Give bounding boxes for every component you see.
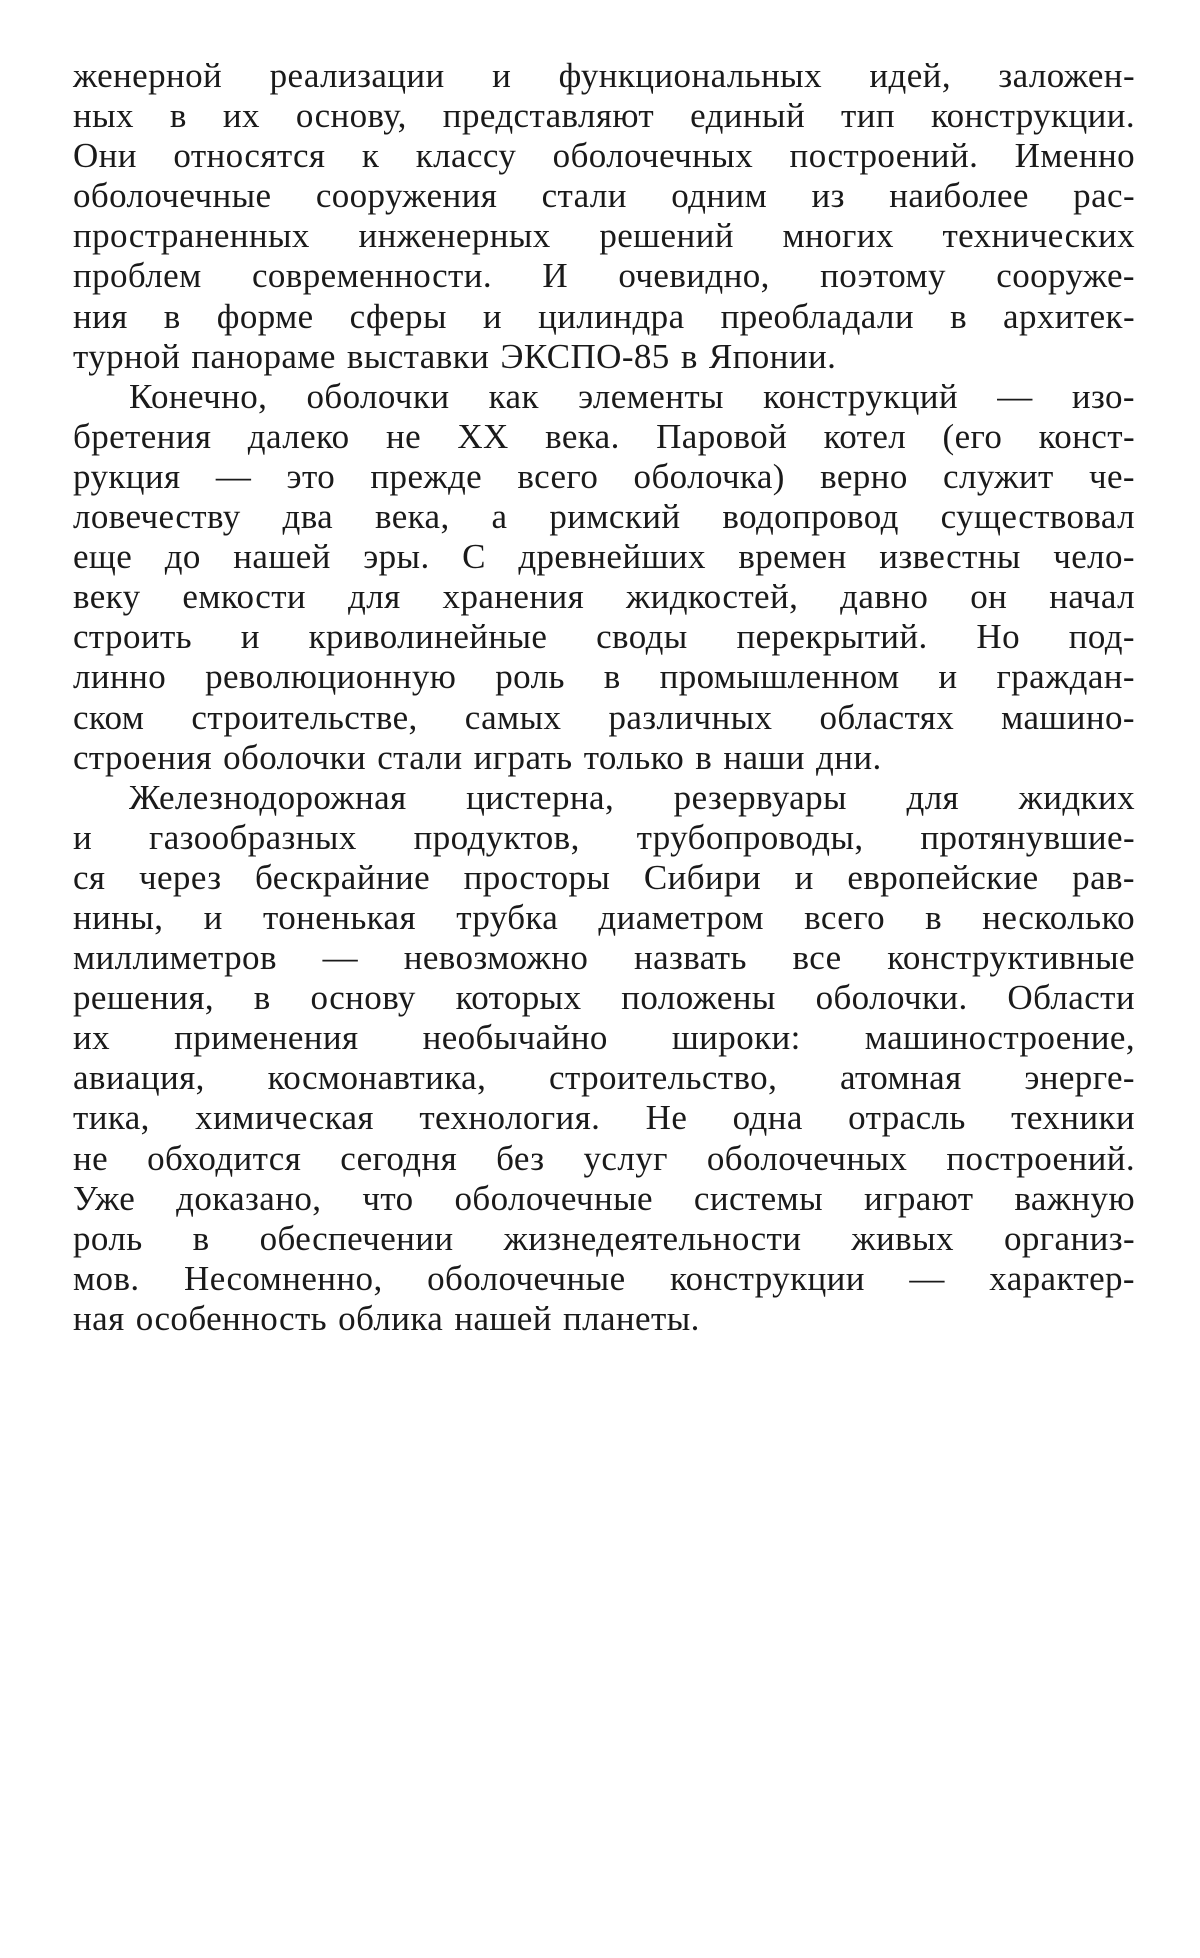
paragraph-3 bbox=[73, 778, 1135, 1339]
text-line: роль в обеспечении жизнедеятельности живых организ- bbox=[73, 1218, 1135, 1258]
text-line: авиация, космонавтика, строительство, атомная энерге- bbox=[73, 1058, 1135, 1098]
text-line: строения оболочки стали играть только в наши дни. bbox=[73, 737, 882, 777]
text-line: проблем современности. И очевидно, поэтому сооруже- bbox=[73, 256, 1135, 296]
text-line: ском строительстве, самых различных областях машино- bbox=[73, 697, 1135, 737]
text-line: рукция — это прежде всего оболочка) верно служит че- bbox=[73, 456, 1135, 496]
text-line: мов. Несомненно, оболочечные конструкции — характер- bbox=[73, 1258, 1135, 1298]
text-line: ная особенность облика нашей планеты. bbox=[73, 1298, 700, 1338]
page-text bbox=[73, 56, 1135, 1339]
text-line: еще до нашей эры. С древнейших времен известны чело- bbox=[73, 537, 1135, 577]
text-line: бретения далеко не XX века. Паровой котел (его конст- bbox=[73, 416, 1135, 456]
text-line: линно революционную роль в промышленном и граждан- bbox=[73, 657, 1135, 697]
paragraph-1 bbox=[73, 56, 1135, 377]
text-line: ловечеству два века, а римский водопровод существовал bbox=[73, 497, 1135, 537]
text-line: ся через бескрайние просторы Сибири и европейские рав- bbox=[73, 857, 1135, 897]
text-line: Железнодорожная цистерна, резервуары для жидких bbox=[129, 777, 1135, 817]
text-line: пространенных инженерных решений многих технических bbox=[73, 216, 1135, 256]
text-line: Уже доказано, что оболочечные системы играют важную bbox=[73, 1178, 1135, 1218]
text-line: ных в их основу, представляют единый тип конструкции. bbox=[73, 96, 1135, 136]
text-line: строить и криволинейные своды перекрытий. Но под- bbox=[73, 617, 1135, 657]
text-line: тика, химическая технология. Не одна отрасль техники bbox=[73, 1098, 1135, 1138]
text-line: Они относятся к классу оболочечных построений. Именно bbox=[73, 136, 1135, 176]
paragraph-2 bbox=[73, 377, 1135, 778]
text-line: турной панораме выставки ЭКСПО-85 в Японии. bbox=[73, 336, 837, 376]
text-line: их применения необычайно широки: машиностроение, bbox=[73, 1018, 1135, 1058]
text-line: решения, в основу которых положены оболочки. Области bbox=[73, 978, 1135, 1018]
text-line: не обходится сегодня без услуг оболочечных построений. bbox=[73, 1138, 1135, 1178]
text-line: оболочечные сооружения стали одним из наиболее рас- bbox=[73, 176, 1135, 216]
text-line: Конечно, оболочки как элементы конструкций — изо- bbox=[129, 376, 1135, 416]
text-line: миллиметров — невозможно назвать все конструктивные bbox=[73, 938, 1135, 978]
text-line: нины, и тоненькая трубка диаметром всего в несколько bbox=[73, 897, 1135, 937]
text-line: веку емкости для хранения жидкостей, давно он начал bbox=[73, 577, 1135, 617]
text-line: женерной реализации и функциональных идей, заложен- bbox=[73, 56, 1135, 95]
text-line: ния в форме сферы и цилиндра преобладали в архитек- bbox=[73, 296, 1135, 336]
text-line: и газообразных продуктов, трубопроводы, протянувшие- bbox=[73, 817, 1135, 857]
